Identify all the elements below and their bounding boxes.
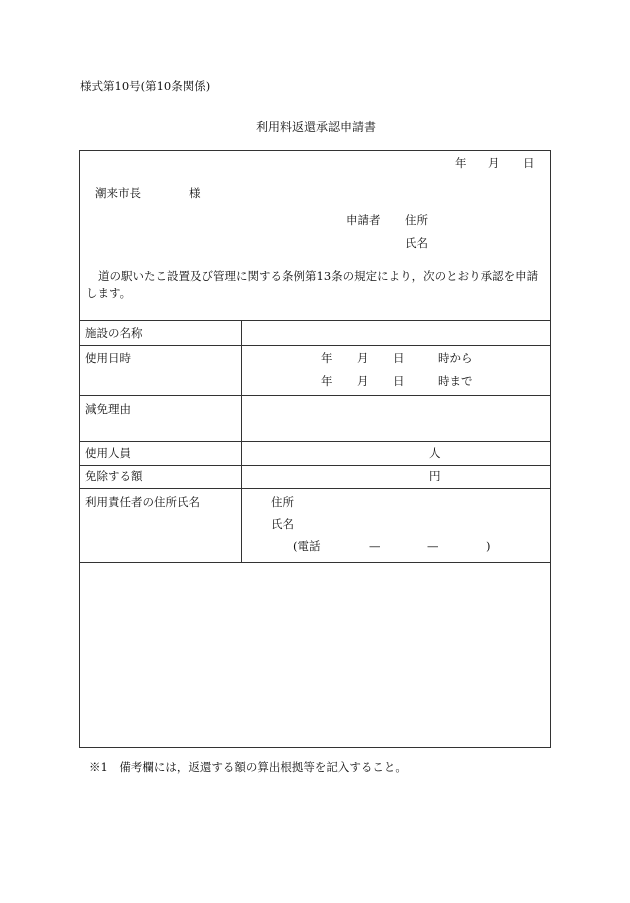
phone-dash-2: — bbox=[427, 539, 439, 553]
usage-start-day: 日 bbox=[393, 351, 405, 365]
exemption-amount-label: 免除する額 bbox=[85, 469, 143, 483]
phone-open: (電話 bbox=[293, 539, 321, 553]
reduction-reason-label: 減免理由 bbox=[85, 402, 131, 416]
applicant-address-label: 住所 bbox=[405, 213, 428, 227]
responsible-address-label: 住所 bbox=[271, 495, 294, 509]
body-text: 道の駅いたこ設置及び管理に関する条例第13条の規定により，次のとおり承認を申請します。 bbox=[86, 269, 539, 300]
divider bbox=[79, 345, 551, 346]
usage-start-time: 時から bbox=[438, 351, 473, 365]
addressee-honorific: 様 bbox=[189, 186, 201, 200]
divider bbox=[79, 441, 551, 442]
users-unit: 人 bbox=[429, 446, 441, 460]
usage-datetime-label: 使用日時 bbox=[85, 351, 131, 365]
footnote: ※1 備考欄には，返還する額の算出根拠等を記入すること。 bbox=[89, 760, 407, 774]
divider bbox=[79, 488, 551, 489]
addressee-name: 潮来市長 bbox=[95, 186, 141, 200]
exemption-amount-unit: 円 bbox=[429, 469, 441, 483]
applicant-label: 申請者 bbox=[346, 213, 381, 227]
form-frame bbox=[79, 150, 551, 748]
phone-close: ) bbox=[486, 539, 491, 553]
column-divider bbox=[241, 320, 242, 562]
divider bbox=[79, 395, 551, 396]
page-title: 利用料返還承認申請書 bbox=[256, 120, 377, 134]
form-number: 様式第10号(第10条関係) bbox=[80, 79, 211, 93]
divider bbox=[79, 465, 551, 466]
date-day-label: 日 bbox=[523, 156, 535, 170]
usage-end-year: 年 bbox=[321, 374, 333, 388]
usage-end-time: 時まで bbox=[438, 374, 473, 388]
divider bbox=[79, 562, 551, 563]
usage-end-day: 日 bbox=[393, 374, 405, 388]
usage-start-month: 月 bbox=[357, 351, 369, 365]
usage-start-year: 年 bbox=[321, 351, 333, 365]
facility-name-label: 施設の名称 bbox=[85, 326, 143, 340]
usage-end-month: 月 bbox=[357, 374, 369, 388]
phone-dash-1: — bbox=[369, 539, 381, 553]
users-label: 使用人員 bbox=[85, 446, 131, 460]
date-year-label: 年 bbox=[455, 156, 467, 170]
responsible-person-label: 利用責任者の住所氏名 bbox=[85, 495, 200, 509]
applicant-name-label: 氏名 bbox=[405, 236, 428, 250]
responsible-name-label: 氏名 bbox=[271, 517, 294, 531]
date-month-label: 月 bbox=[488, 156, 500, 170]
divider bbox=[79, 320, 551, 321]
